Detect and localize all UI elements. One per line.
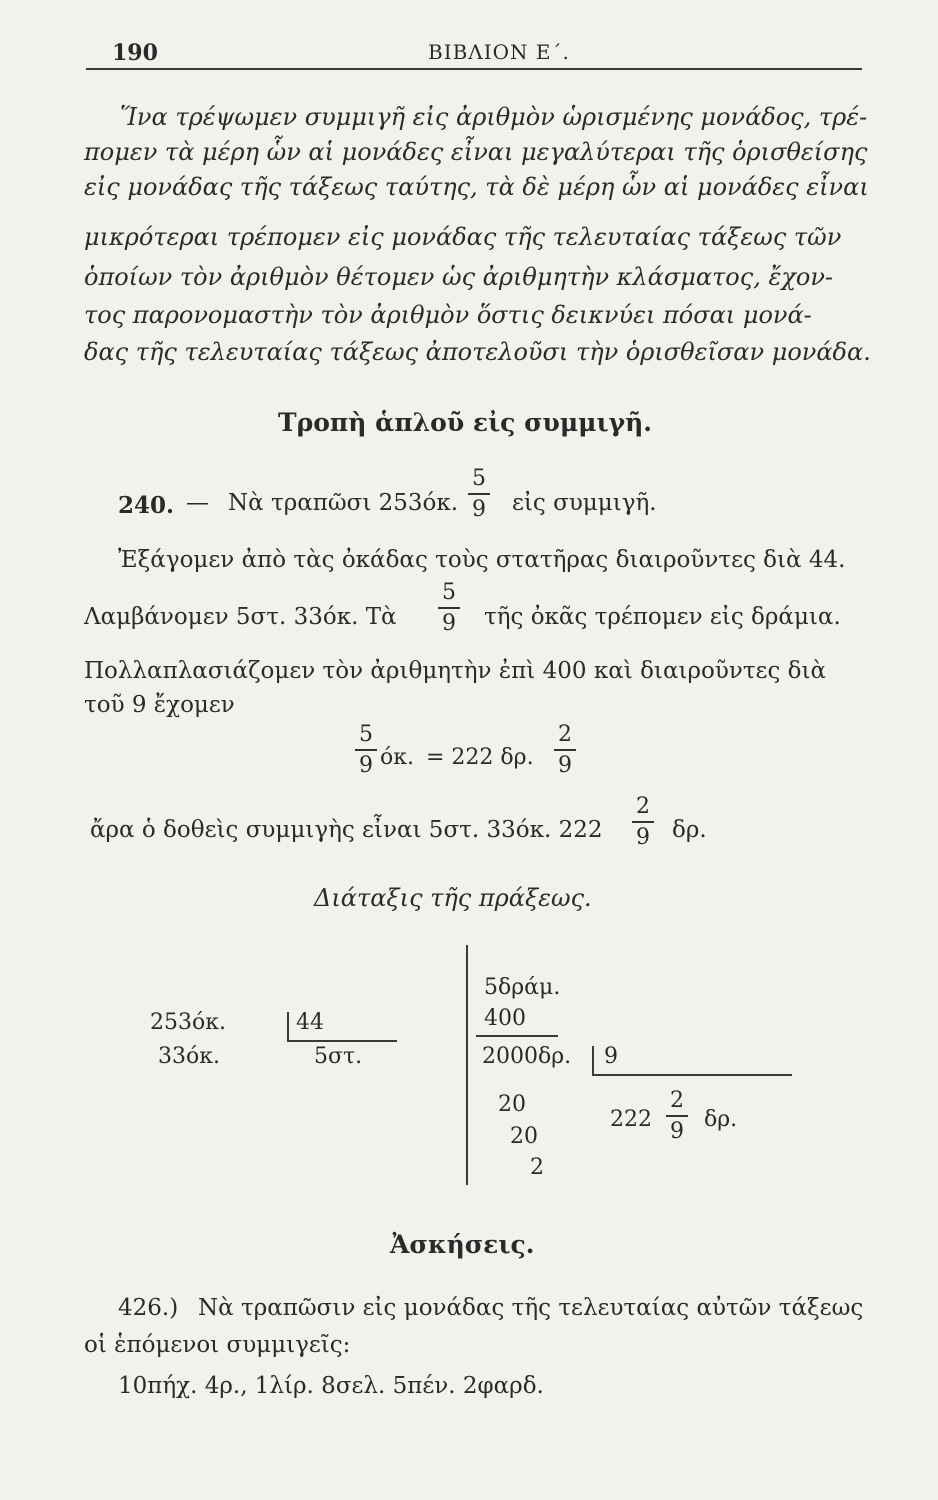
exercise-line2: οἱ ἑπόμενοι συμμιγεῖς: [84,1332,351,1358]
fraction-bar [355,749,377,751]
fraction-5-9 [438,580,460,636]
fraction-denominator: 9 [442,610,456,636]
intro-line: δας τῆς τελευταίας τάξεως ἀποτελοῦσι τὴν ὁρισθεῖσαν μονάδα. [84,338,871,366]
intro-line: πομεν τὰ μέρη ὧν αἱ μονάδες εἶναι μεγαλύτεραι τῆς ὁρισθείσης [84,138,868,166]
header-rule [86,68,862,70]
page-number: 190 [112,40,158,66]
example-line6-pre: ἄρα ὁ δοθεὶς συμμιγὴς εἶναι 5στ. 33όκ. 222 [90,817,603,843]
fraction-numerator: 2 [636,794,650,819]
calc-result-fraction [666,1088,688,1144]
example-line5: τοῦ 9 ἔχομεν [84,692,235,718]
intro-line: Ἵνα τρέψωμεν συμμιγῆ εἰς ἀριθμὸν ὡρισμένης μονάδος, τρέ- [120,103,868,131]
calc-col3-row2: 400 [484,1006,526,1031]
calc-division-bar-1 [287,1012,289,1042]
intro-line: εἰς μονάδας τῆς τάξεως ταύτης, τὰ δὲ μέρη ὧν αἱ μονάδες εἶναι [84,173,869,201]
example-line4: Πολλαπλασιάζομεν τὸν ἀριθμητὴν ἐπὶ 400 καὶ διαιροῦντες διὰ [84,658,827,684]
calc-col3-row4: 20 [498,1092,526,1117]
example-number: 240. [118,492,175,519]
fraction-2-9 [554,722,576,778]
calc-multiply-line [476,1035,558,1037]
exercise-line1: Νὰ τραπῶσιν εἰς μονάδας τῆς τελευταίας αὐτῶν τάξεως [198,1295,864,1321]
layout-title: Διάταξις τῆς πράξεως. [314,884,592,912]
equation-rhs: = 222 δρ. [426,745,534,770]
fraction-bar [438,607,460,609]
intro-line: τος παρονομαστὴν τὸν ἀριθμὸν ὅστις δεικνύει πόσαι μονά- [84,301,812,329]
fraction-5-9 [355,722,377,778]
intro-line: μικρότεραι τρέπομεν εἰς μονάδας τῆς τελευταίας τάξεως τῶν [84,223,842,251]
example-dash: — [186,490,209,516]
fraction-numerator: 5 [359,722,373,747]
example-line3-pre: Λαμβάνομεν 5στ. 33όκ. Τὰ [84,604,397,630]
fraction-denominator: 9 [472,496,486,522]
calc-col3-row5: 20 [510,1124,538,1149]
calc-result-whole: 222 [610,1107,652,1132]
fraction-bar [554,749,576,751]
fraction-numerator: 2 [558,722,572,747]
exercises-title: Ἀσκήσεις. [390,1230,535,1259]
example-line2: Ἐξάγομεν ἀπὸ τὰς ὀκάδας τοὺς στατῆρας διαιροῦντες διὰ 44. [118,547,846,573]
fraction-denominator: 9 [670,1118,684,1144]
calc-col3-row1: 5δράμ. [484,975,561,1000]
calc-col1-row2: 33όκ. [158,1044,220,1069]
example-line3-post: τῆς ὀκᾶς τρέπομεν εἰς δράμια. [484,604,841,630]
calc-col3-row6: 2 [530,1155,544,1180]
calc-division-bar-2 [592,1046,594,1074]
calc-division-line-2 [592,1074,792,1076]
calc-divisor: 9 [604,1044,618,1069]
fraction-2-9 [632,794,654,850]
exercise-number: 426.) [118,1295,179,1321]
running-title: ΒΙΒΛΙΟΝ Ε΄. [428,40,570,64]
calc-col3-row3: 2000δρ. [482,1044,572,1069]
fraction-bar [666,1115,688,1117]
fraction-bar [632,821,654,823]
calc-col1-row1: 253όκ. [150,1010,226,1035]
fraction-denominator: 9 [558,752,572,778]
example-line1-pre: Νὰ τραπῶσι 253όκ. [228,490,459,516]
section-title: Τροπὴ ἁπλοῦ εἰς συμμιγῆ. [278,408,652,437]
fraction-numerator: 5 [472,466,486,491]
fraction-5-9 [468,466,490,522]
calc-result-unit: δρ. [704,1107,738,1132]
calc-col2-row1: 44 [296,1010,324,1035]
fraction-denominator: 9 [636,824,650,850]
fraction-bar [468,493,490,495]
fraction-numerator: 5 [442,580,456,605]
calc-col2-row2: 5στ. [314,1044,363,1069]
fraction-denominator: 9 [359,752,373,778]
fraction-numerator: 2 [670,1088,684,1113]
calc-division-line-1 [287,1040,397,1042]
example-line1-post: εἰς συμμιγῆ. [512,490,657,516]
exercise-line3: 10πήχ. 4ρ., 1λίρ. 8σελ. 5πέν. 2φαρδ. [118,1373,544,1399]
calc-vertical-divider [466,945,468,1185]
equation-unit: όκ. [380,745,414,770]
example-line6-post: δρ. [672,817,707,843]
intro-line: ὁποίων τὸν ἀριθμὸν θέτομεν ὡς ἀριθμητὴν κλάσματος, ἔχον- [84,263,834,291]
